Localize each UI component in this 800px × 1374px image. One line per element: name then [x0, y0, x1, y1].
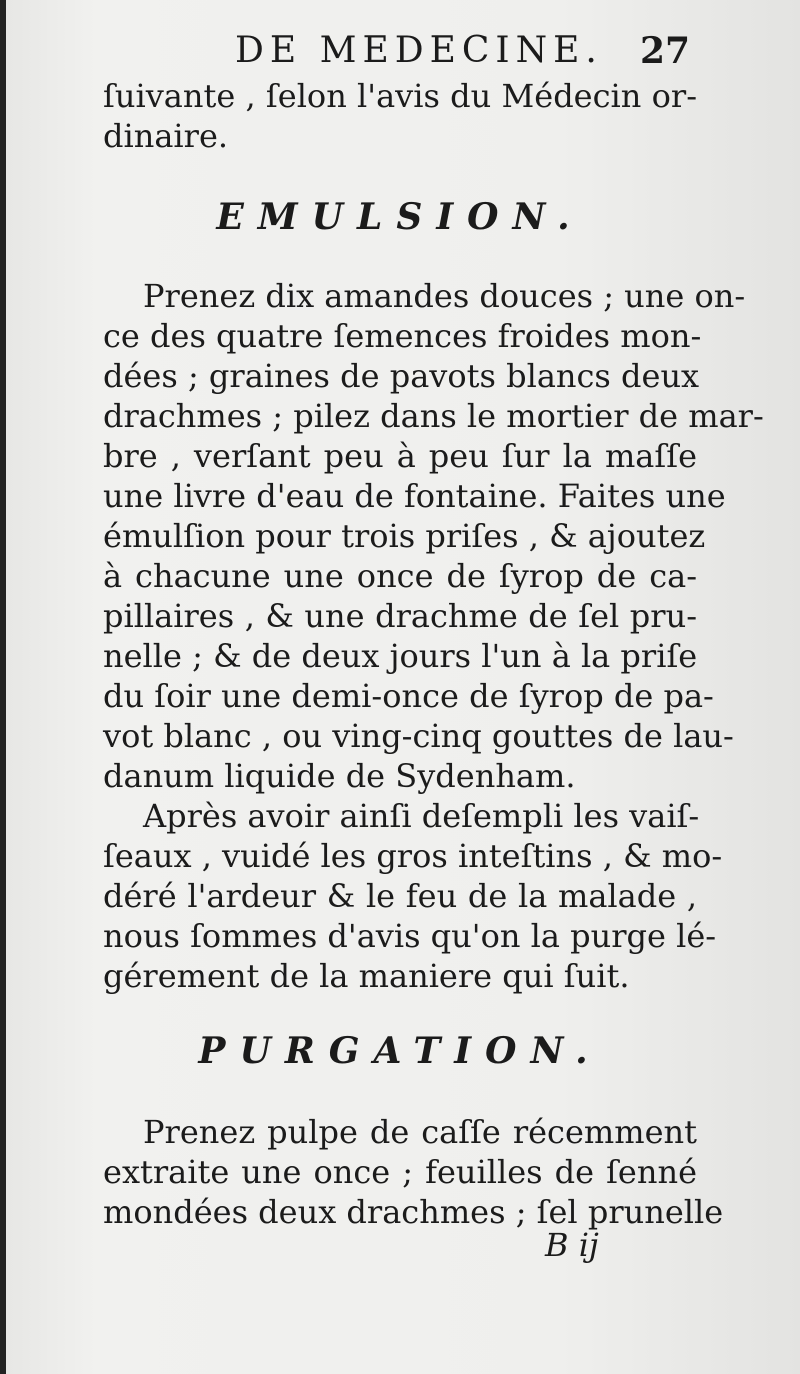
text-line: Après avoir ainſi deſempli les vaiſ- [143, 797, 700, 835]
section-heading-purgation: PURGATION. [198, 1030, 602, 1072]
page-number: 27 [640, 30, 691, 72]
text-line: dinaire. [103, 117, 229, 155]
text-line: pillaires , & une drachme de ſel pru- [103, 597, 697, 635]
running-head: DE MEDECINE. [235, 30, 603, 71]
text-line: émulſion pour trois priſes , & ajoutez [103, 517, 706, 555]
signature-mark: B ij [545, 1226, 599, 1264]
text-line: Prenez pulpe de caſſe récemment [143, 1113, 697, 1151]
text-line: vot blanc , ou ving-cinq gouttes de lau- [103, 717, 734, 755]
text-line: Prenez dix amandes douces ; une on- [143, 277, 746, 315]
text-line: nous ſommes d'avis qu'on la purge lé- [103, 917, 717, 955]
text-line: danum liquide de Sydenham. [103, 757, 576, 795]
text-line: bre , verſant peu à peu ſur la maſſe [103, 437, 697, 475]
text-line: nelle ; & de deux jours l'un à la priſe [103, 637, 698, 675]
text-line: une livre d'eau de fontaine. Faites une [103, 477, 726, 515]
text-line: déré l'ardeur & le feu de la malade , [103, 877, 697, 915]
section-heading-emulsion: EMULSION. [216, 196, 584, 238]
text-line: ce des quatre ſemences froides mon- [103, 317, 702, 355]
text-line: mondées deux drachmes ; ſel prunelle [103, 1193, 724, 1231]
text-line: ſeaux , vuidé les gros inteſtins , & mo- [103, 837, 723, 875]
text-line: ſuivante , ſelon l'avis du Médecin or- [103, 77, 697, 115]
text-line: dées ; graines de pavots blancs deux [103, 357, 700, 395]
text-line: drachmes ; pilez dans le mortier de mar- [103, 397, 764, 435]
text-line: gérement de la maniere qui ſuit. [103, 957, 630, 995]
text-line: du ſoir une demi-once de ſyrop de pa- [103, 677, 714, 715]
text-line: extraite une once ; feuilles de ſenné [103, 1153, 697, 1191]
text-line: à chacune une once de ſyrop de ca- [103, 557, 697, 595]
